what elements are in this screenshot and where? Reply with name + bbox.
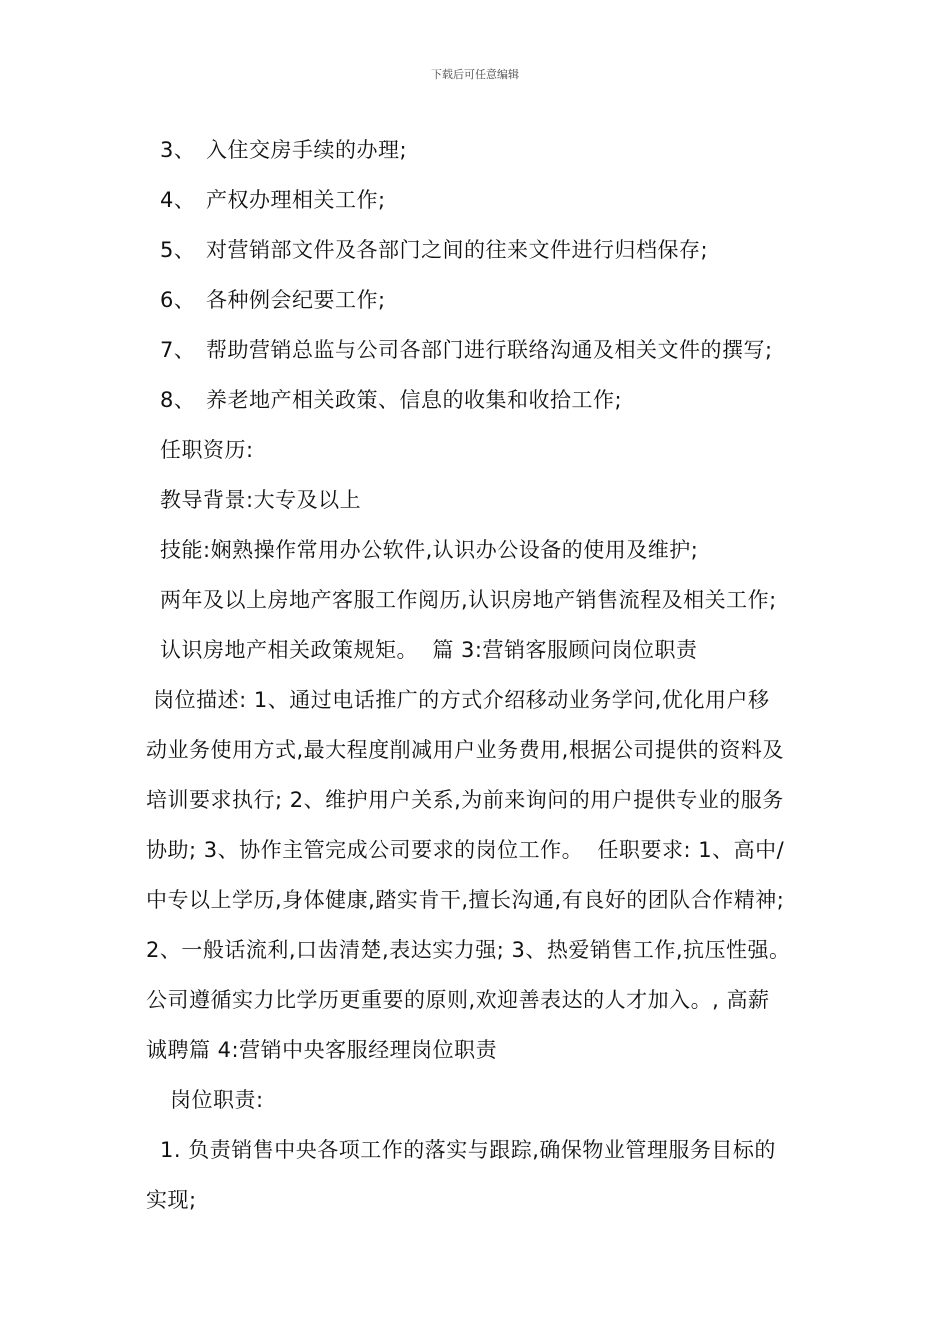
education-requirement: 教导背景:大专及以上 — [160, 488, 362, 512]
section4-title: 诚聘篇 4:营销中央客服经理岗位职责 — [146, 1038, 498, 1062]
list-item-text: 入住交房手续的办理; — [206, 138, 408, 162]
paragraph-line: 公司遵循实力比学历更重要的原则,欢迎善表达的人才加入。, 高薪 — [146, 988, 770, 1012]
list-item-text: 对营销部文件及各部门之间的往来文件进行归档保存; — [206, 238, 709, 262]
list-item-number: 4、 — [160, 188, 196, 212]
list-item-number: 5、 — [160, 238, 196, 262]
list-item-text: 养老地产相关政策、信息的收集和收拾工作; — [206, 388, 623, 412]
list-item — [160, 235, 708, 265]
paragraph-line: 岗位描述: 1、通过电话推广的方式介绍移动业务学问,优化用户移 — [146, 688, 770, 712]
paragraph-line: 2、一般话流利,口齿清楚,表达实力强; 3、热爱销售工作,抗压性强。 — [146, 938, 791, 962]
list-item-text: 各种例会纪要工作; — [206, 288, 386, 312]
list-item-text: 帮助营销总监与公司各部门进行联络沟通及相关文件的撰写; — [206, 338, 773, 362]
skills-requirement: 技能:娴熟操作常用办公软件,认识办公设备的使用及维护; — [160, 538, 699, 562]
duty-item-line: 1. 负责销售中央各项工作的落实与跟踪,确保物业管理服务目标的 — [160, 1138, 776, 1162]
list-item-number: 6、 — [160, 288, 196, 312]
list-item — [160, 185, 386, 215]
list-item — [160, 135, 407, 165]
paragraph-line: 动业务使用方式,最大程度削减用户业务费用,根据公司提供的资料及 — [146, 738, 784, 762]
paragraph-line: 协助; 3、协作主管完成公司要求的岗位工作。 任职要求: 1、高中/ — [146, 838, 785, 862]
qualifications-heading: 任职资历: — [160, 438, 254, 462]
paragraph-line: 中专以上学历,身体健康,踏实肯干,擅长沟通,有良好的团队合作精神; — [146, 888, 785, 912]
list-item-number: 7、 — [160, 338, 196, 362]
duties-heading: 岗位职责: — [170, 1088, 264, 1112]
list-item-text: 产权办理相关工作; — [206, 188, 386, 212]
experience-requirement: 两年及以上房地产客服工作阅历,认识房地产销售流程及相关工作; — [160, 588, 777, 612]
list-item — [160, 335, 773, 365]
duty-item-line: 实现; — [146, 1188, 197, 1212]
list-item-number: 3、 — [160, 138, 196, 162]
paragraph-line: 培训要求执行; 2、维护用户关系,为前来询问的用户提供专业的服务 — [146, 788, 784, 812]
policy-and-section3-title: 认识房地产相关政策规矩。 篇 3:营销客服顾问岗位职责 — [160, 638, 698, 662]
page-header: 下载后可任意编辑 — [431, 68, 519, 81]
list-item — [160, 285, 386, 315]
list-item — [160, 385, 622, 415]
list-item-number: 8、 — [160, 388, 196, 412]
